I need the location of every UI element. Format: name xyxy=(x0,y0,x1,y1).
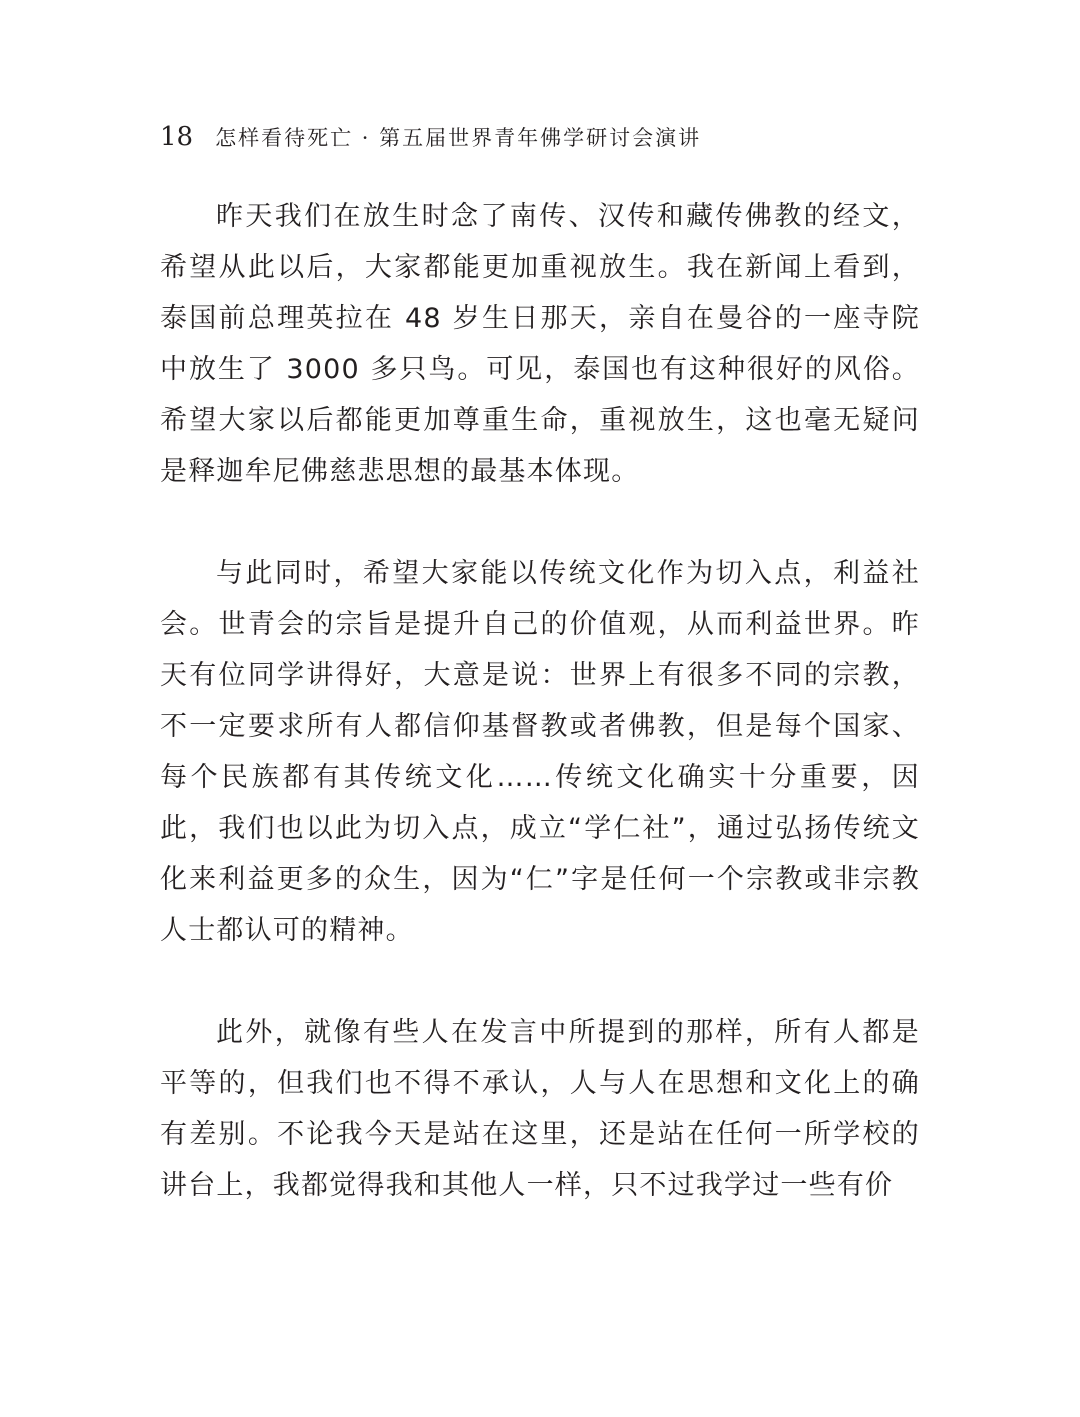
paragraph-2: 与此同时，希望大家能以传统文化作为切入点，利益社会。世青会的宗旨是提升自己的价值观，从而利益世界。昨天有位同学讲得好，大意是说：世界上有很多不同的宗教，不一定要求所有人都信仰基督教或者佛教，但是每个国家、每个民族都有其传统文化……传统文化确实十分重要，因此，我们也以此为切入点，成立“学仁社”，通过弘扬传统文化来利益更多的众生，因为“仁”字是任何一个宗教或非宗教人士都认可的精神。 xyxy=(160,558,920,946)
running-title: 怎样看待死亡 · 第五届世界青年佛学研讨会演讲 xyxy=(215,126,702,150)
paragraph-3: 此外，就像有些人在发言中所提到的那样，所有人都是平等的，但我们也不得不承认，人与人在思想和文化上的确有差别。不论我今天是站在这里，还是站在任何一所学校的讲台上，我都觉得我和其他人一样，只不过我学过一些有价 xyxy=(160,1017,920,1201)
page-number: 18 xyxy=(160,122,194,152)
body-text xyxy=(160,191,920,1262)
paragraph-1: 昨天我们在放生时念了南传、汉传和藏传佛教的经文，希望从此以后，大家都能更加重视放生。我在新闻上看到，泰国前总理英拉在 48 岁生日那天，亲自在曼谷的一座寺院中放生了 3000 多只鸟。可见，泰国也有这种很好的风俗。希望大家以后都能更加尊重生命，重视放生，这也毫无疑问是释迦牟尼佛慈悲思想的最基本体现。 xyxy=(160,201,920,487)
page-header xyxy=(160,122,701,152)
